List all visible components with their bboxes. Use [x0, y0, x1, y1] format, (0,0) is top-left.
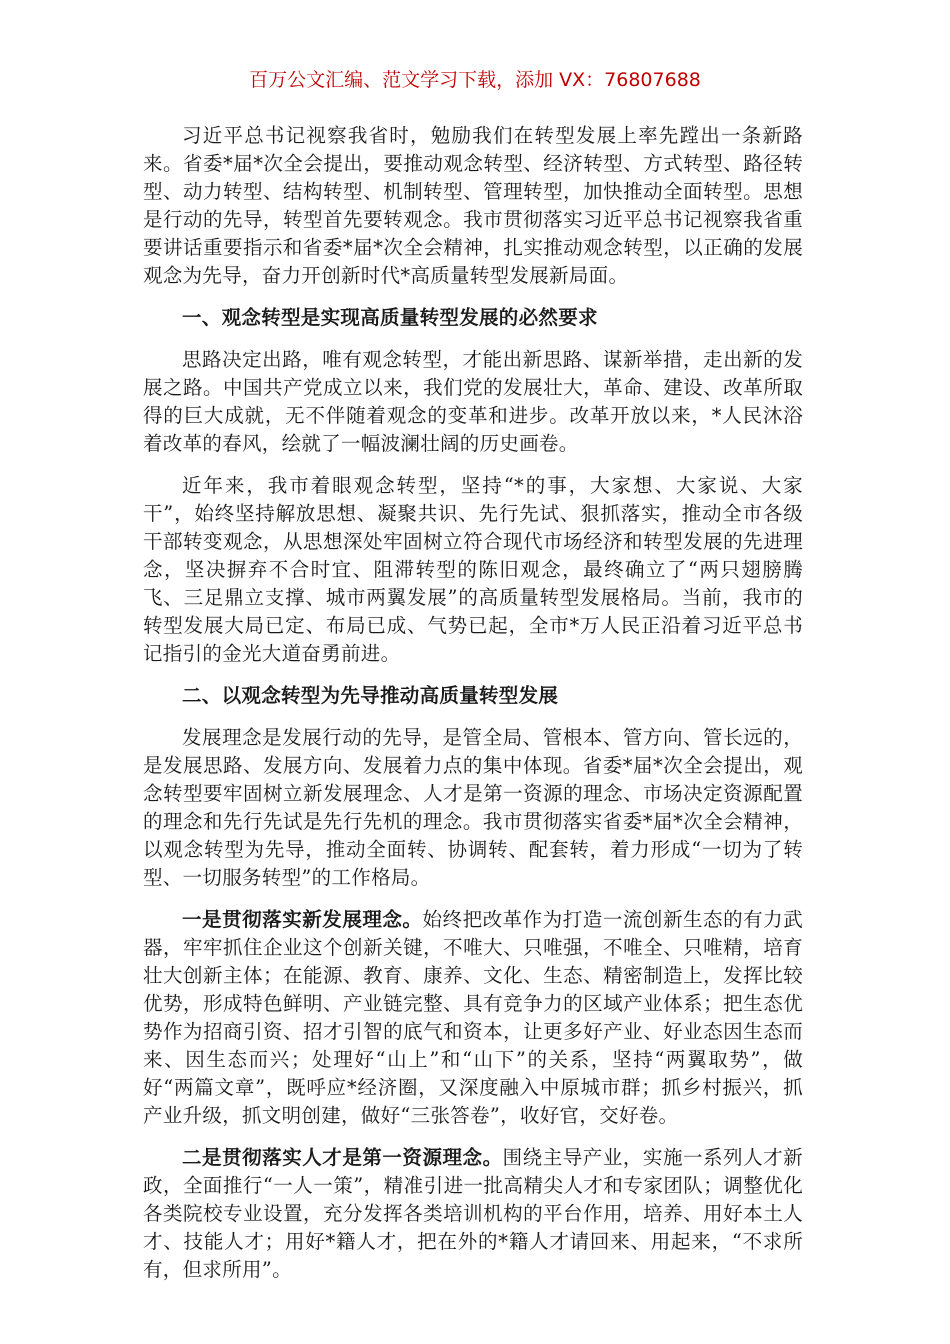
section-2-heading: 二、以观念转型为先导推动高质量转型发展: [182, 684, 559, 707]
promo-banner: 百万公文汇编、范文学习下载，添加 VX：76807688: [249, 69, 701, 91]
document-body: [143, 122, 803, 1298]
item-1-text: 始终把改革作为打造一流创新生态的有力武器，牢牢抓住企业这个创新关键，不唯大、只唯强，不唯全、只唯精，培育壮大创新主体；在能源、教育、康养、文化、生态、精密制造上，发挥比较优势，形成特色鲜明、产业链完整、具有竞争力的区域产业体系；把生态优势作为招商引资、招才引智的底气和资本，让更多好产业、好业态因生态而来、因生态而兴；处理好“山上”和“山下”的关系，坚持“两翼取势”，做好“两篇文章”，既呼应*经济圈，又深度融入中原城市群；抓乡村振兴，抓产业升级，抓文明创建，做好“三张答卷”，收好官，交好卷。: [143, 908, 803, 1127]
section-1-paragraph-1: 思路决定出路，唯有观念转型，才能出新思路、谋新举措，走出新的发展之路。中国共产党成立以来，我们党的发展壮大，革命、建设、改革所取得的巨大成就，无不伴随着观念的变革和进步。改革开放以来，*人民沐浴着改革的春风，绘就了一幅波澜壮阔的历史画卷。: [143, 348, 803, 455]
section-2-paragraph-1: 发展理念是发展行动的先导，是管全局、管根本、管方向、管长远的，是发展思路、发展方向、发展着力点的集中体现。省委*届*次全会提出，观念转型要牢固树立新发展理念、人才是第一资源的理念、市场决定资源配置的理念和先行先试是先行先机的理念。我市贯彻落实省委*届*次全会精神，以观念转型为先导，推动全面转、协调转、配套转，着力形成“一切为了转型、一切服务转型”的工作格局。: [143, 726, 803, 889]
item-2-lead: 二是贯彻落实人才是第一资源理念。: [182, 1146, 503, 1169]
section-2-item-1: [143, 906, 803, 1130]
intro-paragraph: 习近平总书记视察我省时，勉励我们在转型发展上率先蹚出一条新路来。省委*届*次全会提出，要推动观念转型、经济转型、方式转型、路径转型、动力转型、结构转型、机制转型、管理转型，加快推动全面转型。思想是行动的先导，转型首先要转观念。我市贯彻落实习近平总书记视察我省重要讲话重要指示和省委*届*次全会精神，扎实推动观念转型，以正确的发展观念为先导，奋力开创新时代*高质量转型发展新局面。: [143, 124, 803, 287]
section-1-paragraph-2: 近年来，我市着眼观念转型，坚持“*的事，大家想、大家说、大家干”，始终坚持解放思想、凝聚共识、先行先试、狠抓落实，推动全市各级干部转变观念，从思想深处牢固树立符合现代市场经济和转型发展的先进理念，坚决摒弃不合时宜、阻滞转型的陈旧观念，最终确立了“两只翅膀腾飞、三足鼎立支撑、城市两翼发展”的高质量转型发展格局。当前，我市的转型发展大局已定、布局已成、气势已起，全市*万人民正沿着习近平总书记指引的金光大道奋勇前进。: [143, 474, 803, 665]
section-2-item-2: [143, 1144, 803, 1284]
section-1-heading: 一、观念转型是实现高质量转型发展的必然要求: [182, 306, 598, 329]
item-2-text: 围绕主导产业，实施一系列人才新政，全面推行“一人一策”，精准引进一批高精尖人才和专家团队；调整优化各类院校专业设置，充分发挥各类培训机构的平台作用，培养、用好本土人才、技能人才；用好*籍人才，把在外的*籍人才请回来、用起来，“不求所有，但求所用”。: [143, 1146, 803, 1281]
item-1-lead: 一是贯彻落实新发展理念。: [182, 908, 423, 931]
